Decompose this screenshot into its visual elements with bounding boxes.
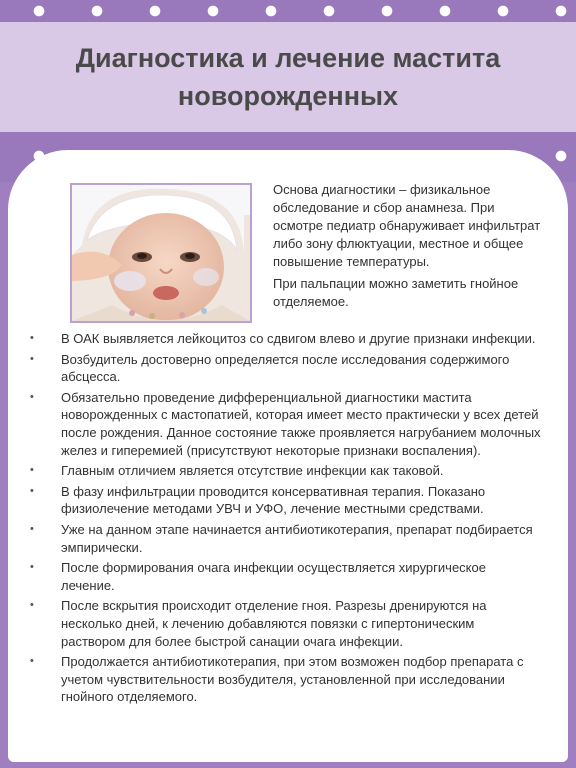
list-item-text: Возбудитель достоверно определяется после исследования содержимого абсцесса. — [61, 351, 510, 385]
list-item-text: Обязательно проведение дифференциальной диагностики мастита новорожденных с мастопатией, которая имеет место практически у всех детей после рождения. Данное состояние также проявляется нагрубанием молочных желез и гиперемией (присутствуют некоторые признаки воспаления). — [61, 389, 541, 458]
bullet-icon: • — [30, 332, 34, 344]
list-item — [30, 330, 542, 348]
title-band — [0, 22, 576, 132]
list-item-text: После вскрытия происходит отделение гноя. Разрезы дренируются на несколько дней, к лечению добавляются повязки с гипертоническим раствором для более быстрой санации очага инфекции. — [61, 598, 487, 649]
list-item — [30, 351, 542, 386]
list-item-text: В фазу инфильтрации проводится консервативная терапия. Показано физиолечение методами УВЧ и УФО, лечение местными средствами. — [61, 483, 486, 517]
baby-photo — [70, 183, 252, 323]
bullet-icon: • — [30, 522, 34, 535]
bullet-list — [30, 330, 542, 709]
page-title: Диагностика и лечение мастита новорожденных — [75, 43, 501, 111]
list-item — [30, 653, 542, 706]
bullet-icon: • — [30, 352, 34, 365]
bullet-icon: • — [30, 390, 34, 403]
bullet-icon: • — [30, 484, 34, 497]
list-item — [30, 483, 542, 518]
baby-photo-illustration — [72, 185, 250, 321]
intro-paragraph: Основа диагностики – физикальное обследование и сбор анамнеза. При осмотре педиатр обнаруживает инфильтрат либо зону флюктуации, местное и общее повышение температуры. — [273, 182, 541, 269]
bullet-icon: • — [30, 599, 34, 612]
list-item-text: Уже на данном этапе начинается антибиотикотерапия, препарат подбирается эмпирически. — [61, 521, 533, 555]
bullet-icon: • — [30, 561, 34, 574]
list-item — [30, 389, 542, 459]
list-item — [30, 462, 542, 480]
list-item-text: Главным отличием является отсутствие инфекции как таковой. — [61, 463, 444, 479]
bullet-icon: • — [30, 655, 34, 668]
list-item-text: После формирования очага инфекции осуществляется хирургическое лечение. — [61, 560, 486, 593]
intro-paragraph: При пальпации можно заметить гнойное отделяемое. — [273, 276, 519, 309]
list-item — [30, 559, 542, 594]
intro-text — [273, 181, 543, 315]
bullet-icon: • — [30, 464, 34, 477]
list-item — [30, 597, 542, 650]
polka-dot-band-top — [0, 0, 576, 22]
list-item-text: В ОАК выявляется лейкоцитоз со сдвигом влево и другие признаки инфекции. — [61, 331, 536, 346]
list-item — [30, 521, 542, 556]
list-item-text: Продолжается антибиотикотерапия, при этом возможен подбор препарата с учетом чувствительности возбудителя, установленной при исследовании гнойного отделяемого. — [61, 654, 524, 705]
